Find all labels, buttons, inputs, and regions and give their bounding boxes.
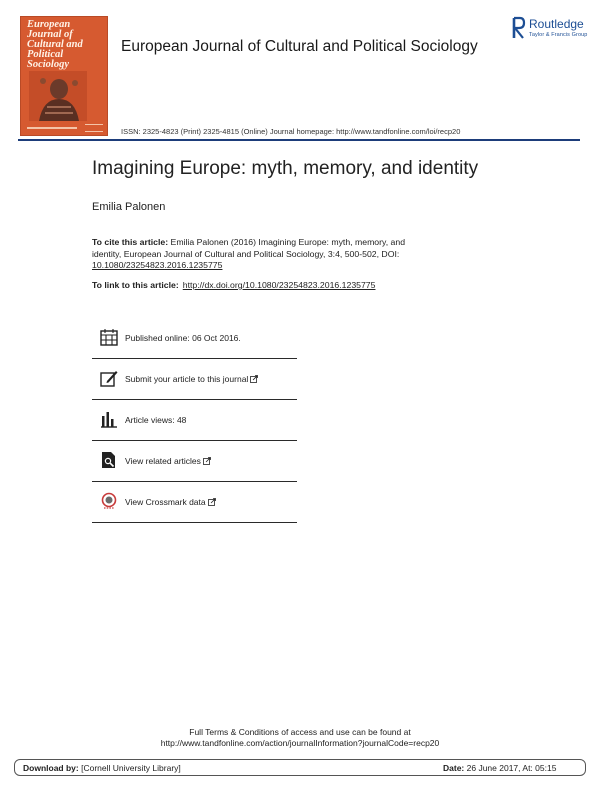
cover-title-line: Sociology (27, 59, 69, 70)
submit-article-text: Submit your article to this journal (125, 374, 249, 384)
article-views-text: Article views: 48 (125, 415, 187, 425)
downloaded-by (23, 763, 181, 773)
article-views-row (92, 400, 297, 441)
terms-url-link[interactable]: http://www.tandfonline.com/action/journalInformation?journalCode=recp20 (160, 738, 440, 748)
crossmark-link[interactable] (125, 497, 216, 507)
document-search-icon (100, 451, 118, 469)
citation-block (92, 237, 432, 272)
submit-article-link[interactable] (125, 374, 258, 384)
journal-cover-image (20, 16, 108, 136)
crossmark-row[interactable] (92, 482, 297, 523)
issn-homepage-line[interactable]: ISSN: 2325-4823 (Print) 2325-4815 (Online) Journal homepage: http://www.tandfonline.com/loi/recp20 (121, 127, 461, 136)
external-link-icon (250, 375, 258, 383)
link-label: To link to this article: (92, 280, 179, 290)
cover-illustration (29, 71, 87, 121)
edit-icon (100, 369, 118, 387)
calendar-icon (100, 328, 118, 346)
article-doi-link[interactable]: http://dx.doi.org/10.1080/23254823.2016.1235775 (182, 280, 376, 290)
article-metrics-list (92, 318, 297, 523)
published-online-row (92, 318, 297, 359)
downloaded-by-value: [Cornell University Library] (78, 763, 181, 773)
terms-of-use (0, 727, 600, 749)
published-online-text: Published online: 06 Oct 2016. (125, 333, 241, 343)
related-articles-row[interactable] (92, 441, 297, 482)
external-link-icon (208, 498, 216, 506)
cover-title-line: Journal of (27, 29, 73, 40)
publisher-logo[interactable] (512, 16, 588, 44)
bar-chart-icon (100, 410, 118, 428)
download-info-box (14, 759, 586, 776)
download-date-value: 26 June 2017, At: 05:15 (464, 763, 557, 773)
downloaded-by-label: Download by: (23, 763, 79, 773)
journal-title[interactable]: European Journal of Cultural and Political Sociology (121, 38, 478, 55)
related-articles-link[interactable] (125, 456, 211, 466)
article-link-block (92, 280, 375, 290)
publisher-name: Routledge (529, 17, 584, 31)
routledge-r-icon (512, 16, 526, 40)
download-date-label: Date: (443, 763, 465, 773)
citation-label: To cite this article: (92, 237, 169, 247)
submit-article-row[interactable] (92, 359, 297, 400)
crossmark-text: View Crossmark data (125, 497, 206, 507)
article-title: Imagining Europe: myth, memory, and identity (92, 158, 479, 179)
related-articles-text: View related articles (125, 456, 201, 466)
header-divider (18, 139, 580, 141)
citation-text: Emilia Palonen (2016) Imagining Europe: myth, memory, and identity, European Journal of Cultural and Political Sociology, 3:4, 500-502, DOI: (92, 237, 406, 259)
publisher-group: Taylor & Francis Group (529, 32, 588, 38)
article-author: Emilia Palonen (92, 201, 166, 213)
download-date (443, 763, 556, 773)
cover-title-line: Political (27, 49, 64, 60)
cover-title-line: Cultural and (27, 39, 83, 50)
cover-footer (27, 124, 103, 132)
crossmark-icon (100, 492, 118, 510)
terms-line: Full Terms & Conditions of access and use can be found at (189, 727, 411, 737)
citation-doi-link[interactable]: 10.1080/23254823.2016.1235775 (92, 260, 223, 270)
cover-title (27, 20, 107, 70)
cover-title-line: European (27, 19, 71, 30)
external-link-icon (203, 457, 211, 465)
